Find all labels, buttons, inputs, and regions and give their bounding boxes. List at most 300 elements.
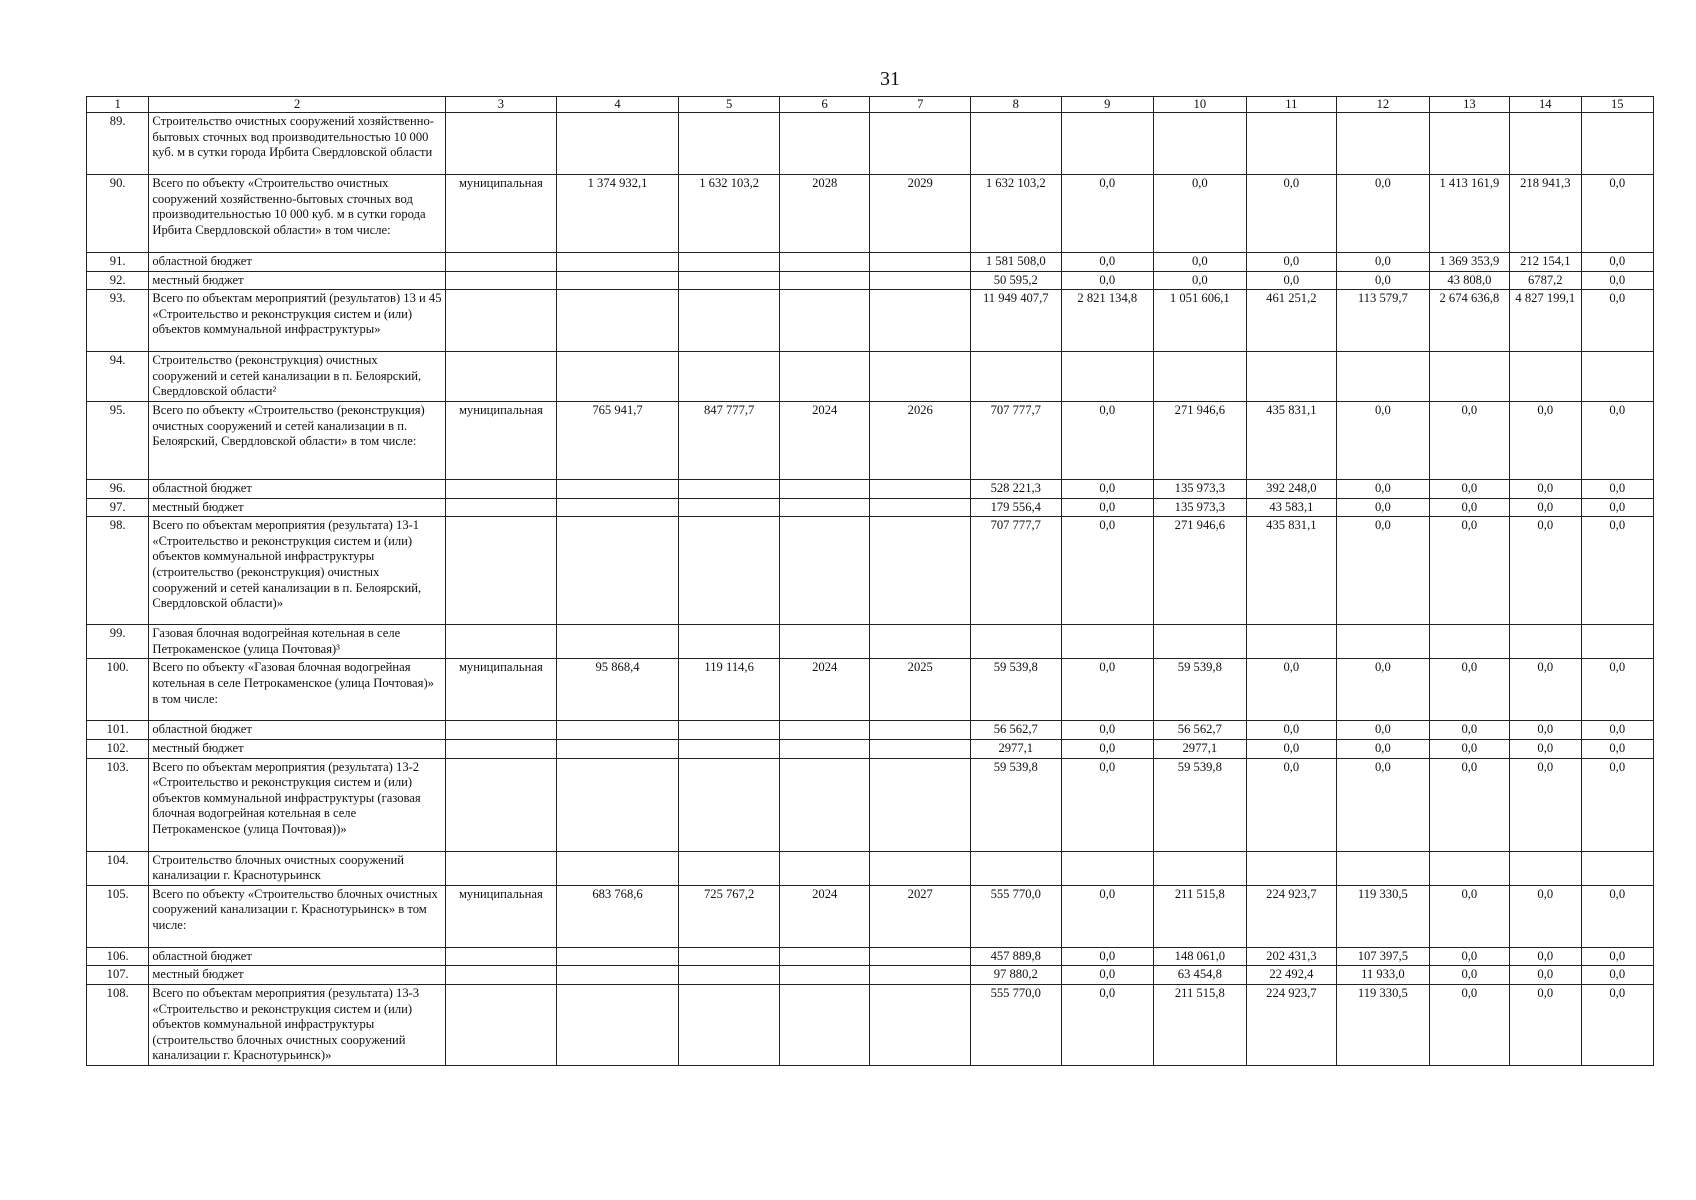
- table-row: [87, 984, 1654, 1065]
- value-cell: [779, 984, 870, 1065]
- value-cell: [779, 625, 870, 659]
- value-cell: 224 923,7: [1246, 984, 1337, 1065]
- value-cell: 0,0: [1510, 947, 1581, 966]
- value-cell: [870, 739, 971, 758]
- row-name: местный бюджет: [149, 739, 446, 758]
- table-row: [87, 352, 1654, 402]
- value-cell: 135 973,3: [1154, 479, 1247, 498]
- value-cell: [679, 479, 780, 498]
- value-cell: 0,0: [1337, 758, 1430, 851]
- column-number: 4: [556, 97, 679, 113]
- value-cell: 119 114,6: [679, 659, 780, 721]
- value-cell: 179 556,4: [971, 498, 1062, 517]
- row-name: местный бюджет: [149, 498, 446, 517]
- value-cell: 0,0: [1246, 175, 1337, 253]
- value-cell: 1 369 353,9: [1429, 253, 1509, 272]
- value-cell: [1581, 851, 1654, 885]
- value-cell: [1154, 113, 1247, 175]
- row-number: 93.: [87, 290, 149, 352]
- row-number: 89.: [87, 113, 149, 175]
- value-cell: [1246, 352, 1337, 402]
- value-cell: 1 413 161,9: [1429, 175, 1509, 253]
- value-cell: [1154, 352, 1247, 402]
- value-cell: [556, 947, 679, 966]
- value-cell: 0,0: [1061, 758, 1154, 851]
- value-cell: 11 949 407,7: [971, 290, 1062, 352]
- ownership-cell: муниципальная: [446, 401, 557, 479]
- row-number: 99.: [87, 625, 149, 659]
- row-name: областной бюджет: [149, 721, 446, 740]
- value-cell: 392 248,0: [1246, 479, 1337, 498]
- value-cell: [556, 966, 679, 985]
- value-cell: 0,0: [1246, 758, 1337, 851]
- value-cell: [1510, 851, 1581, 885]
- value-cell: 0,0: [1510, 659, 1581, 721]
- value-cell: [779, 498, 870, 517]
- budget-table: [86, 96, 1654, 1066]
- table-row: [87, 659, 1654, 721]
- value-cell: 0,0: [1581, 175, 1654, 253]
- value-cell: [870, 758, 971, 851]
- value-cell: [1581, 625, 1654, 659]
- value-cell: 2 821 134,8: [1061, 290, 1154, 352]
- row-number: 96.: [87, 479, 149, 498]
- value-cell: 0,0: [1061, 947, 1154, 966]
- value-cell: [1429, 113, 1509, 175]
- value-cell: [556, 758, 679, 851]
- value-cell: [679, 758, 780, 851]
- value-cell: 2025: [870, 659, 971, 721]
- value-cell: [679, 721, 780, 740]
- value-cell: [1337, 113, 1430, 175]
- column-number: 14: [1510, 97, 1581, 113]
- table-row: [87, 739, 1654, 758]
- ownership-cell: [446, 966, 557, 985]
- table-row: [87, 947, 1654, 966]
- ownership-cell: [446, 625, 557, 659]
- row-name: Всего по объектам мероприятия (результата) 13-1 «Строительство и реконструкция систем и (или) объектов коммунальной инфраструктуры (строительство (реконструкция) очистных сооружений и сетей канализации в п. Белоярский, Свердловской области)»: [149, 517, 446, 625]
- value-cell: [679, 271, 780, 290]
- value-cell: 95 868,4: [556, 659, 679, 721]
- row-number: 103.: [87, 758, 149, 851]
- value-cell: [870, 984, 971, 1065]
- column-number: 7: [870, 97, 971, 113]
- value-cell: 0,0: [1246, 271, 1337, 290]
- value-cell: 56 562,7: [1154, 721, 1247, 740]
- value-cell: 0,0: [1510, 984, 1581, 1065]
- value-cell: 847 777,7: [679, 401, 780, 479]
- value-cell: 0,0: [1510, 885, 1581, 947]
- value-cell: [779, 352, 870, 402]
- value-cell: [1061, 625, 1154, 659]
- value-cell: [870, 113, 971, 175]
- value-cell: 0,0: [1581, 517, 1654, 625]
- column-number: 12: [1337, 97, 1430, 113]
- value-cell: [779, 966, 870, 985]
- value-cell: [1246, 113, 1337, 175]
- value-cell: 43 583,1: [1246, 498, 1337, 517]
- row-name: Строительство блочных очистных сооружений канализации г. Краснотурьинск: [149, 851, 446, 885]
- value-cell: [1337, 625, 1430, 659]
- row-name: местный бюджет: [149, 271, 446, 290]
- value-cell: 0,0: [1061, 885, 1154, 947]
- row-number: 106.: [87, 947, 149, 966]
- table-row: [87, 175, 1654, 253]
- value-cell: 0,0: [1429, 517, 1509, 625]
- value-cell: 0,0: [1429, 721, 1509, 740]
- value-cell: 0,0: [1061, 966, 1154, 985]
- row-name: Всего по объектам мероприятий (результатов) 13 и 45 «Строительство и реконструкция систем и (или) объектов коммунальной инфраструктуры»: [149, 290, 446, 352]
- value-cell: 11 933,0: [1337, 966, 1430, 985]
- table-row: [87, 625, 1654, 659]
- value-cell: 707 777,7: [971, 517, 1062, 625]
- row-number: 100.: [87, 659, 149, 721]
- value-cell: 0,0: [1061, 479, 1154, 498]
- row-number: 102.: [87, 739, 149, 758]
- value-cell: 0,0: [1581, 947, 1654, 966]
- value-cell: 707 777,7: [971, 401, 1062, 479]
- value-cell: [870, 517, 971, 625]
- value-cell: [779, 851, 870, 885]
- value-cell: 211 515,8: [1154, 885, 1247, 947]
- value-cell: [1154, 625, 1247, 659]
- value-cell: 107 397,5: [1337, 947, 1430, 966]
- column-number: 5: [679, 97, 780, 113]
- value-cell: 0,0: [1061, 175, 1154, 253]
- row-name: областной бюджет: [149, 479, 446, 498]
- value-cell: 119 330,5: [1337, 984, 1430, 1065]
- value-cell: 2 674 636,8: [1429, 290, 1509, 352]
- value-cell: 0,0: [1429, 498, 1509, 517]
- value-cell: 0,0: [1429, 966, 1509, 985]
- ownership-cell: [446, 758, 557, 851]
- value-cell: 113 579,7: [1337, 290, 1430, 352]
- table-row: [87, 966, 1654, 985]
- value-cell: [679, 739, 780, 758]
- value-cell: 135 973,3: [1154, 498, 1247, 517]
- table-row: [87, 253, 1654, 272]
- value-cell: 0,0: [1061, 659, 1154, 721]
- row-name: Всего по объектам мероприятия (результата) 13-3 «Строительство и реконструкция систем и (или) объектов коммунальной инфраструктуры (строительство блочных очистных сооружений канализации г. Краснотурьинск)»: [149, 984, 446, 1065]
- ownership-cell: [446, 479, 557, 498]
- table-row: [87, 401, 1654, 479]
- value-cell: 555 770,0: [971, 984, 1062, 1065]
- value-cell: 0,0: [1429, 885, 1509, 947]
- value-cell: [1061, 851, 1154, 885]
- value-cell: [556, 721, 679, 740]
- row-name: Всего по объекту «Строительство блочных очистных сооружений канализации г. Краснотурьинск» в том числе:: [149, 885, 446, 947]
- value-cell: [679, 947, 780, 966]
- value-cell: 0,0: [1061, 253, 1154, 272]
- value-cell: [556, 113, 679, 175]
- ownership-cell: муниципальная: [446, 175, 557, 253]
- value-cell: 0,0: [1246, 659, 1337, 721]
- table-row: [87, 721, 1654, 740]
- row-number: 105.: [87, 885, 149, 947]
- value-cell: [1510, 625, 1581, 659]
- value-cell: [679, 625, 780, 659]
- ownership-cell: [446, 984, 557, 1065]
- value-cell: 0,0: [1581, 659, 1654, 721]
- value-cell: [679, 517, 780, 625]
- value-cell: 2024: [779, 659, 870, 721]
- value-cell: 0,0: [1510, 401, 1581, 479]
- value-cell: [870, 352, 971, 402]
- value-cell: 0,0: [1061, 271, 1154, 290]
- page-number: 31: [880, 68, 900, 90]
- ownership-cell: [446, 113, 557, 175]
- value-cell: 0,0: [1581, 401, 1654, 479]
- table-row: [87, 885, 1654, 947]
- value-cell: [556, 479, 679, 498]
- value-cell: [779, 947, 870, 966]
- value-cell: [870, 625, 971, 659]
- value-cell: 59 539,8: [1154, 659, 1247, 721]
- value-cell: 50 595,2: [971, 271, 1062, 290]
- ownership-cell: [446, 290, 557, 352]
- column-number: 10: [1154, 97, 1247, 113]
- value-cell: 0,0: [1246, 253, 1337, 272]
- value-cell: 0,0: [1581, 253, 1654, 272]
- row-number: 90.: [87, 175, 149, 253]
- value-cell: [779, 479, 870, 498]
- value-cell: [1510, 113, 1581, 175]
- value-cell: 555 770,0: [971, 885, 1062, 947]
- value-cell: [1061, 352, 1154, 402]
- value-cell: 119 330,5: [1337, 885, 1430, 947]
- value-cell: [1246, 625, 1337, 659]
- row-name: Всего по объекту «Строительство (реконструкция) очистных сооружений и сетей канализации в п. Белоярский, Свердловской области» в том числе:: [149, 401, 446, 479]
- value-cell: 0,0: [1581, 984, 1654, 1065]
- value-cell: 435 831,1: [1246, 401, 1337, 479]
- value-cell: 0,0: [1337, 739, 1430, 758]
- value-cell: 2027: [870, 885, 971, 947]
- row-number: 97.: [87, 498, 149, 517]
- value-cell: [1429, 851, 1509, 885]
- value-cell: 0,0: [1429, 739, 1509, 758]
- value-cell: [556, 851, 679, 885]
- value-cell: [556, 625, 679, 659]
- value-cell: 461 251,2: [1246, 290, 1337, 352]
- ownership-cell: [446, 739, 557, 758]
- value-cell: 0,0: [1510, 721, 1581, 740]
- value-cell: 457 889,8: [971, 947, 1062, 966]
- value-cell: [779, 253, 870, 272]
- value-cell: 1 374 932,1: [556, 175, 679, 253]
- value-cell: [870, 498, 971, 517]
- value-cell: [1246, 851, 1337, 885]
- ownership-cell: [446, 517, 557, 625]
- value-cell: [1510, 352, 1581, 402]
- table-row: [87, 517, 1654, 625]
- value-cell: [556, 984, 679, 1065]
- row-number: 108.: [87, 984, 149, 1065]
- value-cell: 0,0: [1510, 966, 1581, 985]
- value-cell: 0,0: [1061, 721, 1154, 740]
- value-cell: [779, 271, 870, 290]
- ownership-cell: [446, 851, 557, 885]
- table-row: [87, 290, 1654, 352]
- value-cell: [1154, 851, 1247, 885]
- value-cell: 0,0: [1337, 175, 1430, 253]
- value-cell: 63 454,8: [1154, 966, 1247, 985]
- value-cell: 59 539,8: [1154, 758, 1247, 851]
- value-cell: 22 492,4: [1246, 966, 1337, 985]
- row-number: 94.: [87, 352, 149, 402]
- value-cell: 0,0: [1581, 721, 1654, 740]
- ownership-cell: [446, 947, 557, 966]
- value-cell: 0,0: [1061, 517, 1154, 625]
- value-cell: [1581, 113, 1654, 175]
- value-cell: 0,0: [1061, 984, 1154, 1065]
- value-cell: [556, 253, 679, 272]
- column-number: 1: [87, 97, 149, 113]
- column-number-row: [87, 97, 1654, 113]
- value-cell: 725 767,2: [679, 885, 780, 947]
- column-number: 3: [446, 97, 557, 113]
- column-number: 13: [1429, 97, 1509, 113]
- value-cell: 2026: [870, 401, 971, 479]
- value-cell: [971, 352, 1062, 402]
- value-cell: 765 941,7: [556, 401, 679, 479]
- value-cell: 0,0: [1337, 479, 1430, 498]
- value-cell: 1 632 103,2: [971, 175, 1062, 253]
- column-number: 11: [1246, 97, 1337, 113]
- value-cell: [870, 479, 971, 498]
- value-cell: 528 221,3: [971, 479, 1062, 498]
- row-name: Всего по объекту «Строительство очистных сооружений хозяйственно-бытовых сточных вод производительностью 10 000 куб. м в сутки города Ирбита Свердловской области» в том числе:: [149, 175, 446, 253]
- value-cell: [679, 984, 780, 1065]
- row-name: Строительство (реконструкция) очистных сооружений и сетей канализации в п. Белоярский, Свердловской области²: [149, 352, 446, 402]
- value-cell: 2029: [870, 175, 971, 253]
- value-cell: [556, 290, 679, 352]
- table-row: [87, 758, 1654, 851]
- value-cell: 0,0: [1337, 659, 1430, 721]
- table-row: [87, 851, 1654, 885]
- value-cell: [870, 290, 971, 352]
- value-cell: 0,0: [1429, 659, 1509, 721]
- value-cell: 0,0: [1581, 271, 1654, 290]
- value-cell: [679, 851, 780, 885]
- row-name: местный бюджет: [149, 966, 446, 985]
- value-cell: 0,0: [1510, 498, 1581, 517]
- value-cell: 2024: [779, 401, 870, 479]
- value-cell: 2024: [779, 885, 870, 947]
- value-cell: [1337, 851, 1430, 885]
- value-cell: [779, 721, 870, 740]
- value-cell: 0,0: [1061, 739, 1154, 758]
- value-cell: 0,0: [1581, 498, 1654, 517]
- row-number: 91.: [87, 253, 149, 272]
- value-cell: 0,0: [1510, 739, 1581, 758]
- table-row: [87, 113, 1654, 175]
- column-number: 6: [779, 97, 870, 113]
- value-cell: [679, 113, 780, 175]
- row-number: 98.: [87, 517, 149, 625]
- value-cell: [779, 739, 870, 758]
- value-cell: [971, 113, 1062, 175]
- value-cell: 0,0: [1337, 721, 1430, 740]
- value-cell: [1429, 352, 1509, 402]
- value-cell: 0,0: [1429, 947, 1509, 966]
- value-cell: [870, 271, 971, 290]
- value-cell: [779, 113, 870, 175]
- value-cell: 218 941,3: [1510, 175, 1581, 253]
- column-number: 15: [1581, 97, 1654, 113]
- value-cell: [679, 253, 780, 272]
- value-cell: 0,0: [1246, 721, 1337, 740]
- ownership-cell: [446, 253, 557, 272]
- table-row: [87, 479, 1654, 498]
- value-cell: [1061, 113, 1154, 175]
- value-cell: [679, 498, 780, 517]
- value-cell: 271 946,6: [1154, 401, 1247, 479]
- value-cell: 0,0: [1429, 984, 1509, 1065]
- value-cell: 271 946,6: [1154, 517, 1247, 625]
- value-cell: [679, 352, 780, 402]
- value-cell: [779, 758, 870, 851]
- value-cell: 0,0: [1337, 253, 1430, 272]
- value-cell: 1 632 103,2: [679, 175, 780, 253]
- value-cell: 0,0: [1581, 885, 1654, 947]
- value-cell: [870, 253, 971, 272]
- value-cell: 212 154,1: [1510, 253, 1581, 272]
- value-cell: [870, 947, 971, 966]
- value-cell: [556, 271, 679, 290]
- value-cell: 0,0: [1061, 498, 1154, 517]
- value-cell: 0,0: [1581, 739, 1654, 758]
- value-cell: 683 768,6: [556, 885, 679, 947]
- value-cell: 0,0: [1429, 758, 1509, 851]
- ownership-cell: [446, 721, 557, 740]
- value-cell: 0,0: [1337, 271, 1430, 290]
- row-name: Строительство очистных сооружений хозяйственно-бытовых сточных вод производительностью 10 000 куб. м в сутки города Ирбита Свердловской области: [149, 113, 446, 175]
- row-name: Газовая блочная водогрейная котельная в селе Петрокаменское (улица Почтовая)³: [149, 625, 446, 659]
- column-number: 8: [971, 97, 1062, 113]
- value-cell: 0,0: [1061, 401, 1154, 479]
- value-cell: [779, 290, 870, 352]
- value-cell: 211 515,8: [1154, 984, 1247, 1065]
- value-cell: [1337, 352, 1430, 402]
- value-cell: [679, 290, 780, 352]
- value-cell: 43 808,0: [1429, 271, 1509, 290]
- value-cell: 0,0: [1246, 739, 1337, 758]
- value-cell: 2977,1: [971, 739, 1062, 758]
- row-number: 92.: [87, 271, 149, 290]
- value-cell: 0,0: [1510, 517, 1581, 625]
- value-cell: [556, 739, 679, 758]
- value-cell: [556, 517, 679, 625]
- table-row: [87, 498, 1654, 517]
- value-cell: 59 539,8: [971, 758, 1062, 851]
- value-cell: 0,0: [1510, 758, 1581, 851]
- value-cell: [556, 498, 679, 517]
- value-cell: 0,0: [1337, 401, 1430, 479]
- value-cell: [556, 352, 679, 402]
- value-cell: 224 923,7: [1246, 885, 1337, 947]
- row-name: областной бюджет: [149, 253, 446, 272]
- value-cell: 202 431,3: [1246, 947, 1337, 966]
- value-cell: [870, 721, 971, 740]
- table-row: [87, 271, 1654, 290]
- value-cell: 0,0: [1581, 966, 1654, 985]
- value-cell: [971, 851, 1062, 885]
- value-cell: 56 562,7: [971, 721, 1062, 740]
- value-cell: [971, 625, 1062, 659]
- row-number: 95.: [87, 401, 149, 479]
- value-cell: 0,0: [1337, 498, 1430, 517]
- value-cell: [679, 966, 780, 985]
